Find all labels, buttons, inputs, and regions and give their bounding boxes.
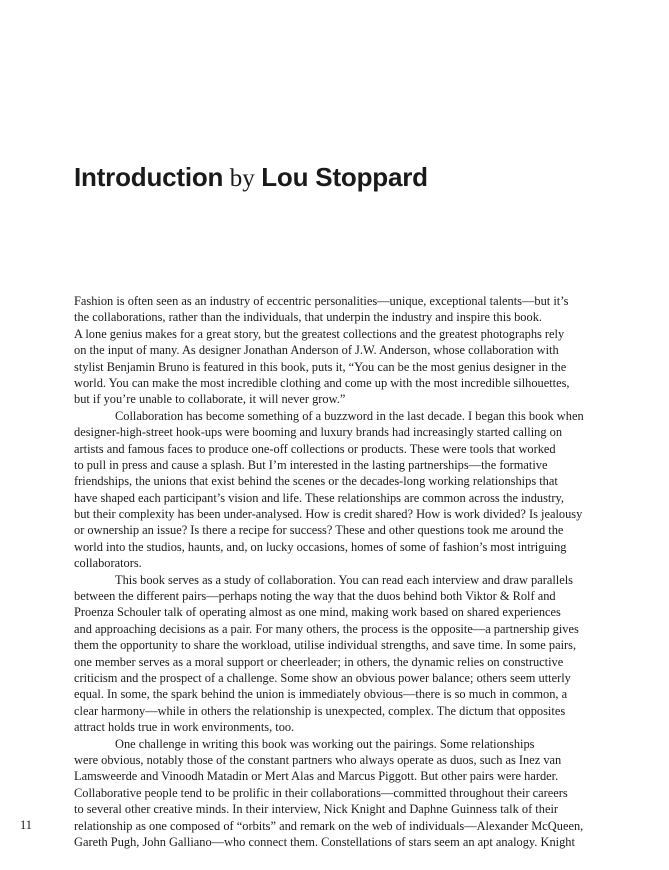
text-line: relationship as one composed of “orbits” and remark on the web of individuals—Alexander McQueen, [74,818,584,833]
text-line: the collaborations, rather than the individuals, that underpin the industry and inspire this book. [74,310,542,325]
text-line: and approaching decisions as a pair. For many others, the process is the opposite—a partnership gives [74,621,579,636]
text-line: attract holds true in work environments, too. [74,720,295,735]
text-line: designer-high-street hook-ups were booming and luxury brands had increasingly started calling on [74,425,563,440]
text-line: Collaboration has become something of a buzzword in the last decade. I began this book when [115,408,584,423]
text-line: Proenza Schouler talk of operating almost as one mind, making work based on shared experiences [74,605,561,620]
text-line: One challenge in writing this book was working out the pairings. Some relationships [115,736,535,751]
title-main: Introduction [74,162,224,192]
chapter-title [74,160,428,196]
page-number: 11 [20,818,32,832]
text-line: world. You can make the most incredible clothing and come up with the most incredible silhouettes, [74,375,570,390]
text-line: world into the studios, haunts, and, on lucky occasions, homes of some of fashion’s most intriguing [74,539,567,554]
text-line: them the opportunity to share the workload, utilise individual strengths, and save time. In some pairs, [74,638,577,653]
text-line: collaborators. [74,556,142,571]
text-line: but if you’re unable to collaborate, it will never grow.” [74,392,346,407]
title-author: Lou Stoppard [261,162,428,192]
text-line: friendships, the unions that exist behind the scenes or the decades-long working relationships that [74,474,558,489]
text-line: on the input of many. As designer Jonathan Anderson of J.W. Anderson, whose collaboration with [74,343,559,358]
text-line: Lamsweerde and Vinoodh Matadin or Mert Alas and Marcus Piggott. But other pairs were harder. [74,769,559,784]
text-line: were obvious, notably those of the constant partners who always operate as duos, such as Inez van [74,752,562,767]
text-line: one member serves as a moral support or cheerleader; in others, the dynamic relies on constructive [74,654,564,669]
text-line: between the different pairs—perhaps noting the way that the duos behind both Viktor & Rolf and [74,589,556,604]
text-line: criticism and the prospect of a challenge. Some show an obvious power balance; others seem utterly [74,670,571,685]
text-line: equal. In some, the spark behind the union is immediately obvious—there is so much in common, a [74,687,568,702]
text-line: or ownership an issue? Is there a recipe for success? These and other questions took me around the [74,523,564,538]
text-line: have shaped each participant’s vision and life. These relationships are common across the industry, [74,490,564,505]
text-line: to several other creative minds. In their interview, Nick Knight and Daphne Guinness talk of their [74,802,559,817]
title-by: by [229,165,255,192]
body-text [74,293,604,850]
text-line: clear harmony—while in others the relationship is unexpected, complex. The dictum that opposites [74,703,566,718]
text-line: to pull in press and cause a splash. But I’m interested in the lasting partnerships—the formative [74,457,548,472]
text-line: artists and famous faces to produce one-off collections or products. These were tools that worked [74,441,556,456]
text-line: Fashion is often seen as an industry of eccentric personalities—unique, exceptional talents—but it’s [74,294,569,308]
text-line: stylist Benjamin Bruno is featured in this book, puts it, “You can be the most genius designer in the [74,359,567,374]
text-line: but their complexity has been under-analysed. How is credit shared? How is work divided? Is jealousy [74,507,583,522]
text-line: A lone genius makes for a great story, but the greatest collections and the greatest photographs rely [74,326,565,341]
text-line: Gareth Pugh, John Galliano—who connect them. Constellations of stars seem an apt analogy. Knight [74,834,575,849]
text-line: This book serves as a study of collaboration. You can read each interview and draw parallels [115,572,573,587]
text-line: Collaborative people tend to be prolific in their collaborations—committed throughout their careers [74,785,568,800]
